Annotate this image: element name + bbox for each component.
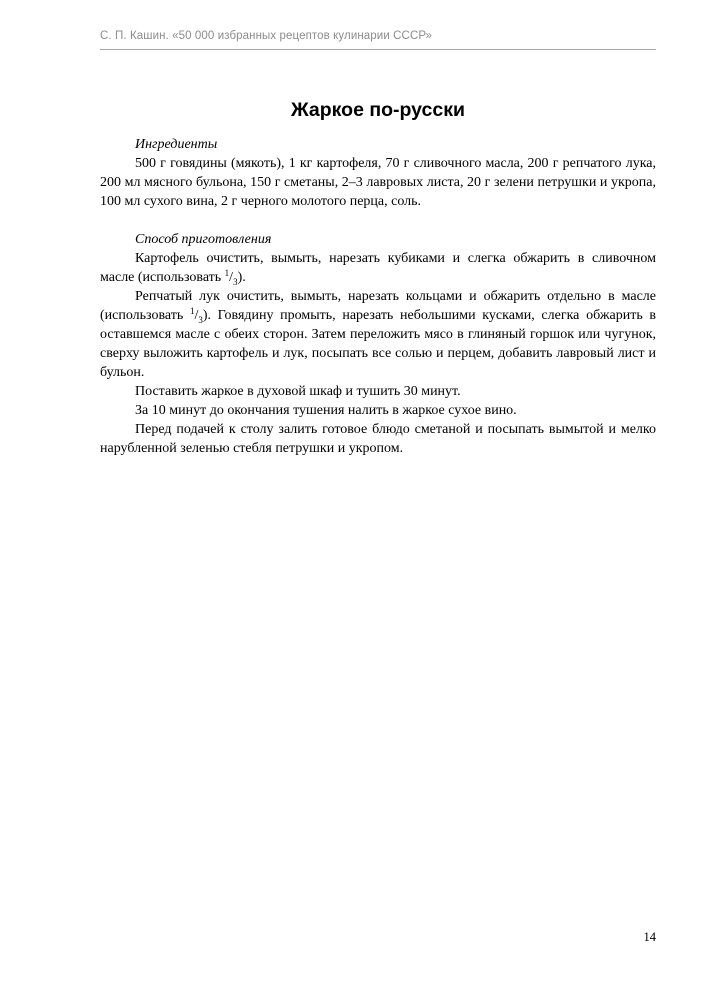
fraction-slash: / [229,270,234,285]
fraction-numerator: 1 [224,268,230,278]
fraction-denominator: 3 [198,315,203,325]
recipe-title: Жаркое по-русски [291,99,465,121]
fraction-slash: / [194,308,199,323]
step-2-text-end: ). Говядину промыть, нарезать небольшими кусками, слегка обжарить в оставшемся масле с обеих сторон. Затем переложить мясо в глиняный горшок или чугунок, сверху выложить картофель и лук, посыпать все солью и перцем, добавить лавровый лист и бульон. [100,308,656,380]
fraction-denominator: 3 [233,277,238,287]
section-spacer [100,211,656,230]
method-step-2 [100,287,656,382]
ingredients-text: 500 г говядины (мякоть), 1 кг картофеля, 70 г сливочного масла, 200 г репчатого лука, 200 мл мясного бульона, 150 г сметаны, 2–3 лавровых листа, 20 г зелени петрушки и укропа, 100 мл сухого вина, 2 г черного молотого перца, соль. [100,156,656,209]
step-2-text: Репчатый лук очистить, вымыть, нарезать кольцами и обжарить отдельно в масле (использовать [100,289,656,323]
fraction-one-third [225,270,238,285]
header-divider [100,49,656,50]
ingredients-heading: Ингредиенты [135,137,218,152]
method-step-5: Перед подачей к столу залить готовое блюдо сметаной и посыпать вымытой и мелко нарубленной зеленью стебля петрушки и укропом. [100,422,656,456]
method-step-1 [100,249,656,287]
recipe-body [100,135,656,458]
method-step-3: Поставить жаркое в духовой шкаф и тушить 30 минут. [135,384,461,399]
method-heading: Способ приготовления [135,232,272,247]
fraction-one-third [190,308,203,323]
running-header: С. П. Кашин. «50 000 избранных рецептов кулинарии СССР» [100,30,432,42]
step-1-text: Картофель очистить, вымыть, нарезать кубиками и слегка обжарить в сливочном масле (использовать [100,251,656,285]
page-number: 14 [643,930,656,944]
method-step-4: За 10 минут до окончания тушения налить в жаркое сухое вино. [135,403,517,418]
fraction-numerator: 1 [189,306,195,316]
step-1-text-end: ). [237,270,246,285]
